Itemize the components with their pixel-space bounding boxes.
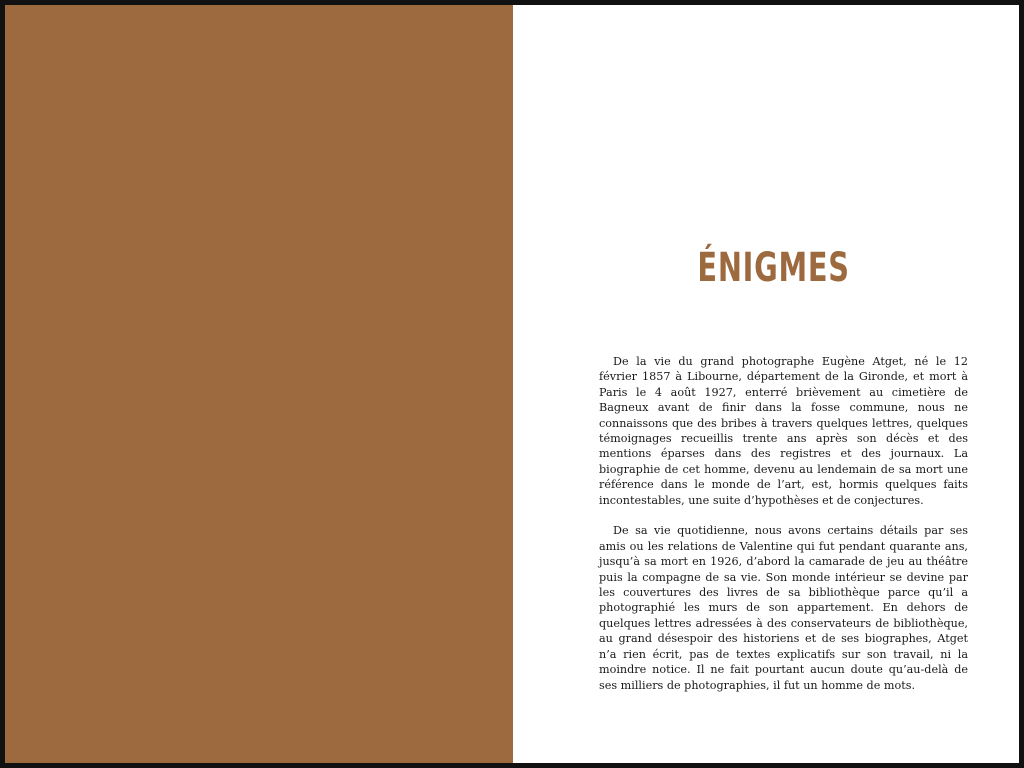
chapter-title: ÉNIGMES xyxy=(697,245,850,291)
paragraph: De sa vie quotidienne, nous avons certains détails par ses amis ou les relations de Valentine qui fut pendant quarante ans, jusqu’à sa mort en 1926, d’abord la camarade de jeu au théâtre puis la compagne de sa vie. Son monde intérieur se devine par les couvertures des livres de sa bibliothèque parce qu’il a photographié les murs de son appartement. En dehors de quelques lettres adressées à des conservateurs de bibliothèque, au grand désespoir des historiens et de ses biographes, Atget n’a rien écrit, pas de textes explicatifs sur son travail, ni la moindre notice. Il ne fait pourtant aucun doute qu’au-delà de ses milliers de photographies, il fut un homme de mots. xyxy=(599,524,968,692)
left-page-color-block xyxy=(5,5,513,763)
body-text xyxy=(599,354,968,693)
paragraph: De la vie du grand photographe Eugène Atget, né le 12 février 1857 à Libourne, département de la Gironde, et mort à Paris le 4 août 1927, enterré brièvement au cimetière de Bagneux avant de finir dans la fosse commune, nous ne connaissons que des bribes à travers quelques lettres, quelques témoignages recueillis trente ans après son décès et des mentions éparses dans des registres et des journaux. La biographie de cet homme, devenu au lendemain de sa mort une référence dans le monde de l’art, est, hormis quelques faits incontestables, une suite d’hypothèses et de conjectures. xyxy=(599,355,968,507)
right-page xyxy=(513,5,1019,763)
